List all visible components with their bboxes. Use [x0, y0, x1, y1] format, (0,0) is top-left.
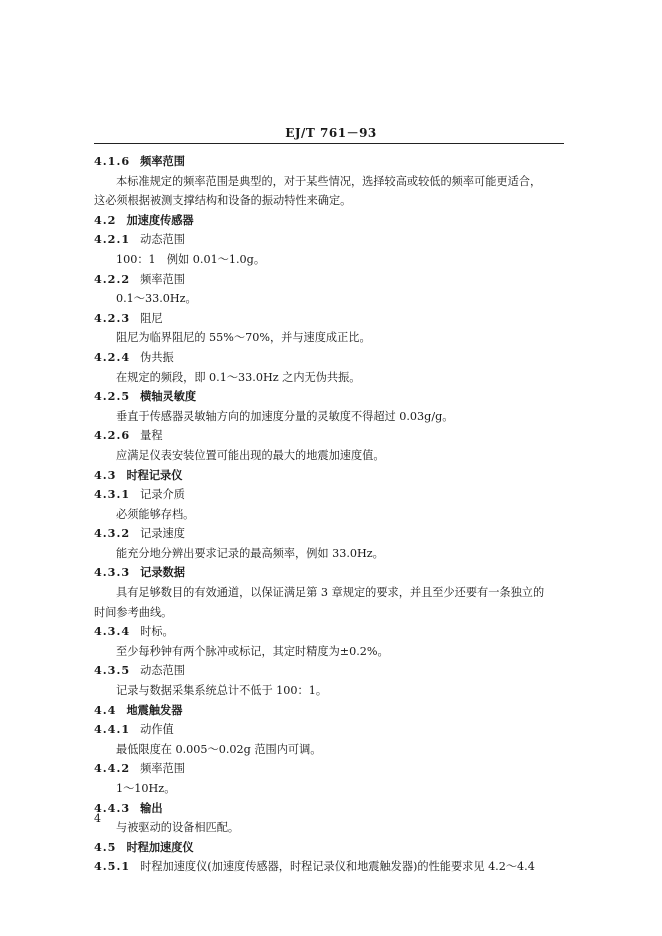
section-number: 4.2.1 [94, 232, 131, 247]
section-title: 伪共振 [140, 350, 174, 364]
section-heading [94, 152, 566, 172]
section-title: 时程记录仪 [126, 467, 183, 482]
section-heading [94, 230, 566, 250]
section-heading [94, 387, 566, 407]
section-number: 4.1.6 [94, 154, 131, 168]
section-title: 时程加速度仪(加速度传感器，时程记录仪和地震触发器)的性能要求见 4.2～4.4 [140, 860, 535, 874]
section-number: 4.4.1 [94, 722, 131, 737]
section-heading [94, 622, 566, 642]
section-number: 4.3.2 [94, 526, 131, 541]
section-number: 4.5 [94, 839, 117, 854]
section-heading [94, 857, 566, 877]
section-heading [94, 211, 566, 231]
section-title: 时标。 [140, 625, 174, 639]
section-number: 4.4 [94, 702, 117, 717]
section-heading [94, 563, 566, 583]
section-heading [94, 485, 566, 505]
section-title: 动态范围 [140, 233, 185, 247]
section-heading [94, 759, 566, 779]
section-title: 记录速度 [140, 527, 185, 541]
section-number: 4.3 [94, 467, 117, 482]
section-number: 4.2.3 [94, 310, 131, 325]
body-text-line: 这必须根据被测支撑结构和设备的振动特性来确定。 [94, 194, 352, 208]
body-text-line: 最低限度在 0.005～0.02g 范围内可调。 [116, 742, 322, 756]
section-number: 4.3.5 [94, 663, 131, 678]
section-title: 阻尼 [140, 311, 163, 325]
section-title: 频率范围 [140, 762, 185, 776]
header-divider [94, 143, 564, 144]
section-title: 横轴灵敏度 [140, 389, 197, 404]
section-title: 动态范围 [140, 664, 185, 678]
section-title: 时程加速度仪 [126, 839, 194, 854]
section-number: 4.3.1 [94, 487, 131, 502]
body-text-line: 1～10Hz。 [116, 782, 176, 795]
section-number: 4.2 [94, 212, 117, 227]
section-heading [94, 524, 566, 544]
section-number: 4.5.1 [94, 859, 131, 874]
section-heading [94, 466, 566, 486]
section-number: 4.4.2 [94, 761, 131, 776]
body-text-line: 100：1 例如 0.01～1.0g。 [116, 252, 266, 266]
body-text-line: 0.1～33.0Hz。 [116, 292, 197, 306]
section-title: 频率范围 [140, 272, 185, 286]
section-number: 4.2.4 [94, 349, 131, 364]
section-number: 4.3.4 [94, 624, 131, 639]
section-heading [94, 720, 566, 740]
section-title: 记录数据 [140, 565, 185, 580]
body-text-line: 应满足仪表安装位置可能出现的最大的地震加速度值。 [116, 448, 385, 462]
section-heading [94, 270, 566, 290]
document-code-header: EJ/T 761－93 [285, 126, 377, 140]
section-title: 记录介质 [140, 488, 185, 502]
body-text-line: 与被驱动的设备相匹配。 [116, 821, 240, 835]
body-text-line: 记录与数据采集系统总计不低于 100：1。 [116, 684, 328, 698]
body-text-line: 能充分地分辨出要求记录的最高频率，例如 33.0Hz。 [116, 546, 384, 560]
section-number: 4.2.5 [94, 389, 131, 404]
section-number: 4.2.2 [94, 271, 131, 286]
body-text-line: 阻尼为临界阻尼的 55%～70%，并与速度成正比。 [116, 331, 371, 345]
section-title: 加速度传感器 [126, 212, 194, 227]
document-body [94, 152, 566, 877]
section-title: 输出 [140, 800, 163, 815]
section-heading [94, 426, 566, 446]
section-heading [94, 838, 566, 858]
section-heading [94, 309, 566, 329]
section-heading [94, 799, 566, 819]
section-number: 4.2.6 [94, 428, 131, 443]
section-number: 4.3.3 [94, 565, 131, 580]
body-text-line: 本标准规定的频率范围是典型的，对于某些情况，选择较高或较低的频率可能更适合， [116, 174, 542, 188]
body-text-line: 在规定的频段，即 0.1～33.0Hz 之内无伪共振。 [116, 370, 361, 384]
section-title: 量程 [140, 429, 163, 443]
section-heading [94, 348, 566, 368]
page-number: 4 [94, 812, 101, 825]
body-text-line: 必须能够存档。 [116, 507, 195, 521]
section-title: 动作值 [140, 723, 174, 737]
body-text-line: 至少每秒钟有两个脉冲或标记，其定时精度为±0.2%。 [116, 644, 389, 658]
body-text-line: 时间参考曲线。 [94, 605, 173, 619]
body-text-line: 具有足够数目的有效通道，以保证满足第 3 章规定的要求，并且至少还要有一条独立的 [116, 586, 545, 600]
section-heading [94, 661, 566, 681]
section-heading [94, 701, 566, 721]
section-title: 频率范围 [140, 154, 185, 168]
section-number: 4.4.3 [94, 800, 131, 815]
body-text-line: 垂直于传感器灵敏轴方向的加速度分量的灵敏度不得超过 0.03g/g。 [116, 409, 454, 423]
section-title: 地震触发器 [126, 702, 183, 717]
